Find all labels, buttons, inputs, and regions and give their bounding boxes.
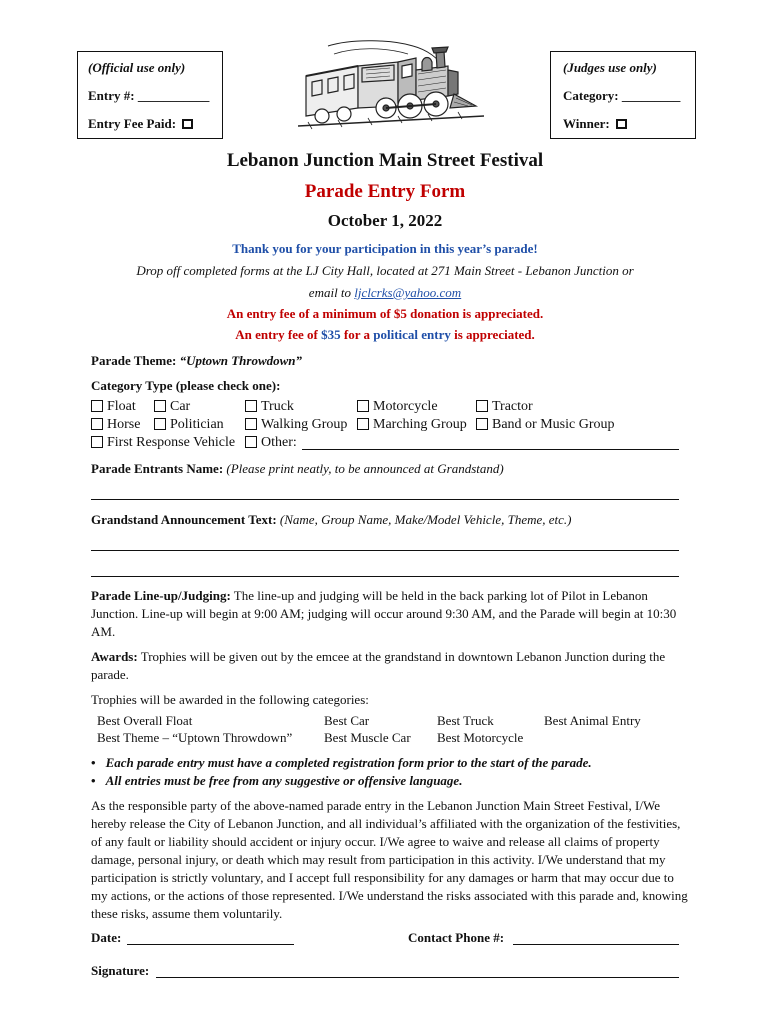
political-fee-suffix: is appreciated. bbox=[454, 327, 535, 342]
date-input-line[interactable] bbox=[127, 944, 294, 945]
rule-text: All entries must be free from any suggestive or offensive language. bbox=[105, 773, 463, 788]
entrants-name-heading bbox=[91, 461, 504, 477]
other-input-line[interactable] bbox=[302, 449, 679, 450]
lineup-paragraph bbox=[91, 587, 691, 641]
rule-text: Each parade entry must have a completed registration form prior to the start of the parade. bbox=[105, 755, 592, 770]
tractor-checkbox[interactable] bbox=[476, 400, 488, 412]
political-fee-prefix: An entry fee of bbox=[235, 327, 318, 342]
other-checkbox[interactable] bbox=[245, 436, 257, 448]
category-option[interactable] bbox=[91, 417, 140, 433]
entry-fee-note: An entry fee of a minimum of $5 donation is appreciated. bbox=[226, 306, 544, 321]
category-option[interactable] bbox=[476, 399, 533, 415]
announcement-input-line-1[interactable] bbox=[91, 550, 679, 551]
email-prefix: email to bbox=[308, 285, 352, 300]
signature-label: Signature: bbox=[91, 963, 150, 978]
category-field[interactable]: Category: _________ bbox=[563, 88, 681, 103]
award-category: Best Overall Float bbox=[97, 713, 193, 728]
email-link[interactable]: ljclcrks@yahoo.com bbox=[354, 285, 462, 300]
horse-label: Horse bbox=[107, 417, 141, 432]
dropoff-instructions: Drop off completed forms at the LJ City Hall, located at 271 Main Street - Lebanon Junction or bbox=[136, 263, 634, 278]
judges-use-title: (Judges use only) bbox=[563, 60, 657, 75]
marching-group-label: Marching Group bbox=[373, 417, 467, 432]
car-label: Car bbox=[170, 399, 191, 414]
award-category: Best Theme – “Uptown Throwdown” bbox=[97, 730, 293, 745]
winner-checkbox[interactable] bbox=[616, 119, 627, 129]
truck-label: Truck bbox=[261, 399, 294, 414]
announcement-heading bbox=[91, 512, 571, 528]
awards-label: Awards: bbox=[91, 649, 138, 664]
category-option[interactable] bbox=[245, 417, 347, 433]
judges-use-box bbox=[550, 51, 696, 139]
band-music-group-label: Band or Music Group bbox=[492, 417, 615, 432]
category-option[interactable] bbox=[476, 417, 615, 433]
awards-text: Trophies will be given out by the emcee at the grandstand in downtown Lebanon Junction during the parade. bbox=[91, 649, 666, 682]
first-response-vehicle-checkbox[interactable] bbox=[91, 436, 103, 448]
official-use-title: (Official use only) bbox=[88, 60, 186, 75]
announcement-input-line-2[interactable] bbox=[91, 576, 679, 577]
other-label: Other: bbox=[261, 435, 297, 450]
date-label: Date: bbox=[91, 930, 122, 945]
float-checkbox[interactable] bbox=[91, 400, 103, 412]
entry-fee-paid-row bbox=[88, 116, 193, 132]
truck-checkbox[interactable] bbox=[245, 400, 257, 412]
contact-phone-label: Contact Phone #: bbox=[408, 930, 505, 945]
car-checkbox[interactable] bbox=[154, 400, 166, 412]
event-date: October 1, 2022 bbox=[327, 211, 443, 230]
award-category: Best Car bbox=[324, 713, 370, 728]
award-category: Best Animal Entry bbox=[544, 713, 641, 728]
entrants-name-input-line[interactable] bbox=[91, 499, 679, 500]
walking-group-label: Walking Group bbox=[261, 417, 348, 432]
horse-checkbox[interactable] bbox=[91, 418, 103, 430]
email-line bbox=[0, 285, 770, 301]
form-subtitle: Parade Entry Form bbox=[304, 181, 466, 202]
category-type-label: Category Type (please check one): bbox=[91, 378, 281, 393]
political-entry-word: political entry bbox=[373, 327, 451, 342]
winner-row bbox=[563, 116, 627, 132]
entry-fee-checkbox[interactable] bbox=[182, 119, 193, 129]
signature-input-line[interactable] bbox=[156, 977, 679, 978]
category-option[interactable] bbox=[91, 399, 136, 415]
parade-theme-label: Parade Theme: bbox=[91, 353, 177, 368]
category-option[interactable] bbox=[91, 435, 235, 451]
award-category: Best Truck bbox=[437, 713, 494, 728]
bullet-icon: • bbox=[91, 773, 96, 788]
contact-phone-input-line[interactable] bbox=[513, 944, 679, 945]
entry-number-field[interactable]: Entry #: ___________ bbox=[88, 88, 210, 103]
motorcycle-label: Motorcycle bbox=[373, 399, 438, 414]
liability-release-text: As the responsible party of the above-named parade entry in the Lebanon Junction Main Street Festival, I/We hereby release the City of Lebanon Junction, and all individual’s affiliated with the organization of the festivities, of any fault or liability should accident or injury occur. I/We agree to waive and release all claims of property damage, personal injury, or death which may result from participation in this activity. I/We understand that my participation is strictly voluntary, and I accept full responsibility for any damages or harm that may occur due to my actions, or the actions of those represented. I/We understand the risks associated with this parade and, knowing these risks, assume them voluntarily. bbox=[91, 798, 688, 921]
parade-theme bbox=[91, 353, 302, 369]
announcement-label: Grandstand Announcement Text: bbox=[91, 512, 277, 527]
category-option[interactable] bbox=[154, 417, 224, 433]
category-option[interactable] bbox=[245, 399, 294, 415]
motorcycle-checkbox[interactable] bbox=[357, 400, 369, 412]
award-category: Best Motorcycle bbox=[437, 730, 524, 745]
entry-fee-label: Entry Fee Paid: bbox=[88, 116, 177, 131]
category-option[interactable] bbox=[245, 435, 297, 451]
awards-paragraph bbox=[91, 648, 671, 684]
politician-checkbox[interactable] bbox=[154, 418, 166, 430]
parade-theme-value: “Uptown Throwdown” bbox=[179, 353, 303, 368]
official-use-box bbox=[77, 51, 223, 139]
award-category: Best Muscle Car bbox=[324, 730, 411, 745]
politician-label: Politician bbox=[170, 417, 224, 432]
awards-categories-intro: Trophies will be awarded in the following categories: bbox=[91, 692, 369, 707]
rule-bullet bbox=[91, 773, 462, 789]
steam-train-illustration bbox=[298, 36, 484, 132]
marching-group-checkbox[interactable] bbox=[357, 418, 369, 430]
page-title: Lebanon Junction Main Street Festival bbox=[226, 150, 544, 171]
entrants-name-label: Parade Entrants Name: bbox=[91, 461, 224, 476]
announcement-hint: (Name, Group Name, Make/Model Vehicle, Theme, etc.) bbox=[279, 512, 572, 527]
category-option[interactable] bbox=[357, 399, 438, 415]
winner-label: Winner: bbox=[563, 116, 610, 131]
walking-group-checkbox[interactable] bbox=[245, 418, 257, 430]
lineup-label: Parade Line-up/Judging: bbox=[91, 588, 231, 603]
band-music-group-checkbox[interactable] bbox=[476, 418, 488, 430]
entrants-name-hint: (Please print neatly, to be announced at Grandstand) bbox=[226, 461, 504, 476]
thank-you-note: Thank you for your participation in this year’s parade! bbox=[232, 241, 538, 256]
tractor-label: Tractor bbox=[492, 399, 533, 414]
political-fee-mid: for a bbox=[343, 327, 370, 342]
lineup-text: The line-up and judging will be held in the back parking lot of Pilot in Lebanon Junction. Line-up will begin at 9:00 AM; judging will occur around 9:30 AM, and the Parade will begin at 10:30 AM. bbox=[91, 588, 677, 639]
political-fee-amount: $35 bbox=[321, 327, 341, 342]
political-fee-note bbox=[0, 327, 770, 343]
bullet-icon: • bbox=[91, 755, 96, 770]
first-response-vehicle-label: First Response Vehicle bbox=[107, 435, 236, 450]
float-label: Float bbox=[107, 399, 136, 414]
category-option[interactable] bbox=[154, 399, 190, 415]
category-option[interactable] bbox=[357, 417, 467, 433]
rule-bullet bbox=[91, 755, 592, 771]
